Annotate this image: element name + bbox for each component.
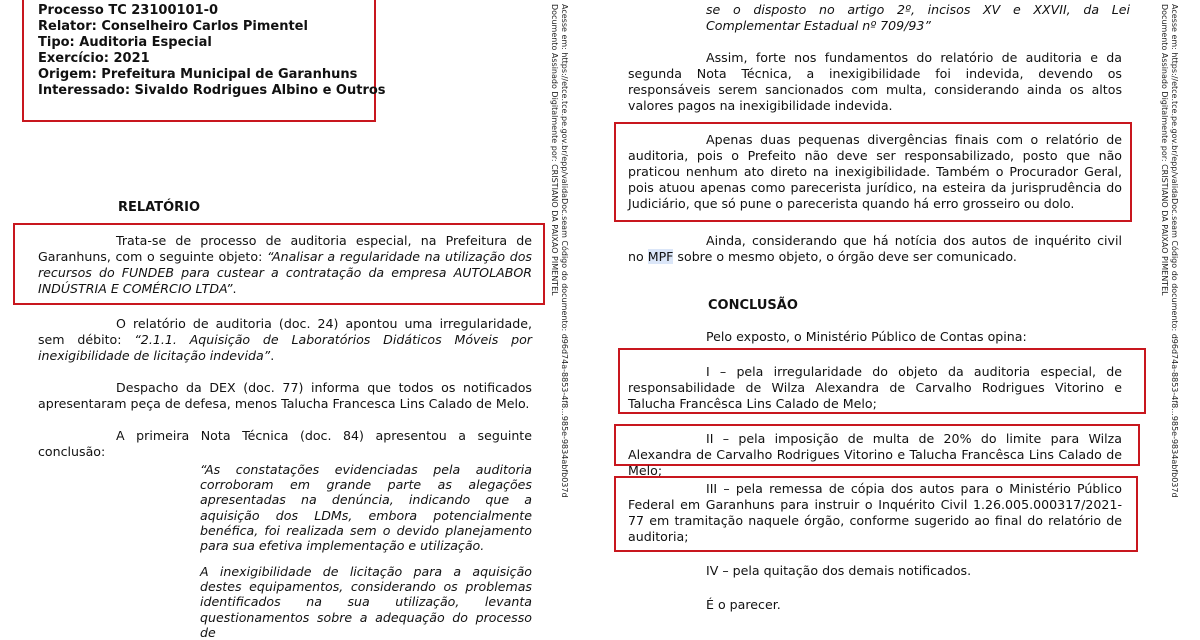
conclusion-paragraph-3: Ainda, considerando que há notícia dos autos de inquérito civil no MPF sobre o mesmo objeto, o órgão deve ser comunicado. (628, 233, 1122, 264)
processo-line: Processo TC 23100101-0 (38, 3, 219, 18)
relatorio-paragraph-1: Trata-se de processo de auditoria especial, na Prefeitura de Garanhuns, com o seguinte objeto: “Analisar a regularidade na utilização dos recursos do FUNDEB para custear a contratação da empresa AUTOLABOR INDÚSTRIA E COMÉRCIO LTDA”. (38, 233, 532, 296)
exercicio-line: Exercício: 2021 (38, 51, 150, 66)
left-signature-line-2: Acesse em: https://etce.tce.pe.gov.br/epp/validaDoc.seam Código do documento: d96d74a-8853-4f8...985e-9834abfb037d (560, 4, 569, 498)
conclusion-item-1: I – pela irregularidade do objeto da auditoria especial, de responsabilidade de Wilza Alexandra de Carvalho Rodrigues Vitorino e Talucha Francêsca Lins Calado de Melo; (628, 364, 1122, 411)
irregularidade-quote: “2.1.1. Aquisição de Laboratórios Didáticos Móveis por inexigibilidade de licitação indevida” (38, 332, 532, 363)
interessado-line: Interessado: Sivaldo Rodrigues Albino e Outros (38, 83, 386, 98)
right-signature-line-1: Documento Assinado Digitalmente por: CRISTIANO DA PAIXAO PIMENTEL (1160, 4, 1169, 296)
conclusion-item-4: IV – pela quitação dos demais notificados. (706, 563, 972, 578)
left-signature-line-1: Documento Assinado Digitalmente por: CRISTIANO DA PAIXAO PIMENTEL (550, 4, 559, 296)
origem-line: Origem: Prefeitura Municipal de Garanhuns (38, 67, 358, 82)
opina-paragraph: Pelo exposto, o Ministério Público de Contas opina: (706, 329, 1027, 344)
conclusion-paragraph-1: Assim, forte nos fundamentos do relatório de auditoria e da segunda Nota Técnica, a inexigibilidade foi indevida, devendo os responsáveis serem sancionados com multa, considerando ainda os altos valores pagos na inexigibilidade indevida. (628, 50, 1122, 113)
left-signature-note (550, 4, 584, 498)
relatorio-paragraph-3: Despacho da DEX (doc. 77) informa que todos os notificados apresentaram peça de defesa, menos Talucha Francesca Lins Calado de Melo. (38, 380, 532, 411)
conclusion-item-2: II – pela imposição de multa de 20% do limite para Wilza Alexandra de Carvalho Rodrigues Vitorino e Talucha Francêsca Lins Calado de Melo; (628, 431, 1122, 478)
top-quote: se o disposto no artigo 2º, incisos XV e XXVII, da Lei Complementar Estadual nº 709/93” (706, 2, 1130, 33)
tipo-line: Tipo: Auditoria Especial (38, 35, 212, 50)
mpf-highlight: MPF (647, 249, 674, 264)
right-signature-line-2: Acesse em: https://etce.tce.pe.gov.br/epp/validaDoc.seam Código do documento: d96d74a-8853-4f8...985e-9834abfb037d (1170, 4, 1179, 498)
parecer-closing: É o parecer. (706, 597, 781, 612)
nota-tecnica-quote-1: “As constatações evidenciadas pela auditoria corroboram em grande parte as alegações apresentadas na denúncia, indicando que a aquisição dos LDMs, embora potencialmente benéfica, foi realizada sem o devido planejamento para sua efetiva implementação e utilização. (200, 462, 532, 554)
conclusion-paragraph-2: Apenas duas pequenas divergências finais com o relatório de auditoria, pois o Prefeito não deve ser responsabilizado, posto que não praticou nenhum ato direto na inexigibilidade. Também o Procurador Geral, pois atuou apenas como parecerista jurídico, na esteira da jurisprudência do Judiciário, que só pune o parecerista quando há erro grosseiro ou dolo. (628, 132, 1122, 211)
relator-line: Relator: Conselheiro Carlos Pimentel (38, 19, 308, 34)
relatorio-paragraph-4: A primeira Nota Técnica (doc. 84) apresentou a seguinte conclusão: (38, 428, 532, 459)
conclusion-item-3: III – pela remessa de cópia dos autos para o Ministério Público Federal em Garanhuns para instruir o Inquérito Civil 1.26.005.000317/2021-77 em tramitação naquele órgão, conforme sugerido ao final do relatório de auditoria; (628, 481, 1122, 544)
relatorio-heading: RELATÓRIO (118, 200, 201, 215)
relatorio-paragraph-2: O relatório de auditoria (doc. 24) apontou uma irregularidade, sem débito: “2.1.1. Aquisição de Laboratórios Didáticos Móveis por inexigibilidade de licitação indevida”. (38, 316, 532, 363)
right-signature-note (1160, 4, 1194, 498)
conclusao-heading: CONCLUSÃO (708, 298, 798, 313)
objeto-quote: “Analisar a regularidade na utilização dos recursos do FUNDEB para custear a contratação da empresa AUTOLABOR INDÚSTRIA E COMÉRCIO LTDA” (38, 249, 532, 296)
nota-tecnica-quote-2: A inexigibilidade de licitação para a aquisição destes equipamentos, considerando os problemas identificados na sua utilização, levanta questionamentos sobre a adequação do processo de (200, 564, 532, 640)
